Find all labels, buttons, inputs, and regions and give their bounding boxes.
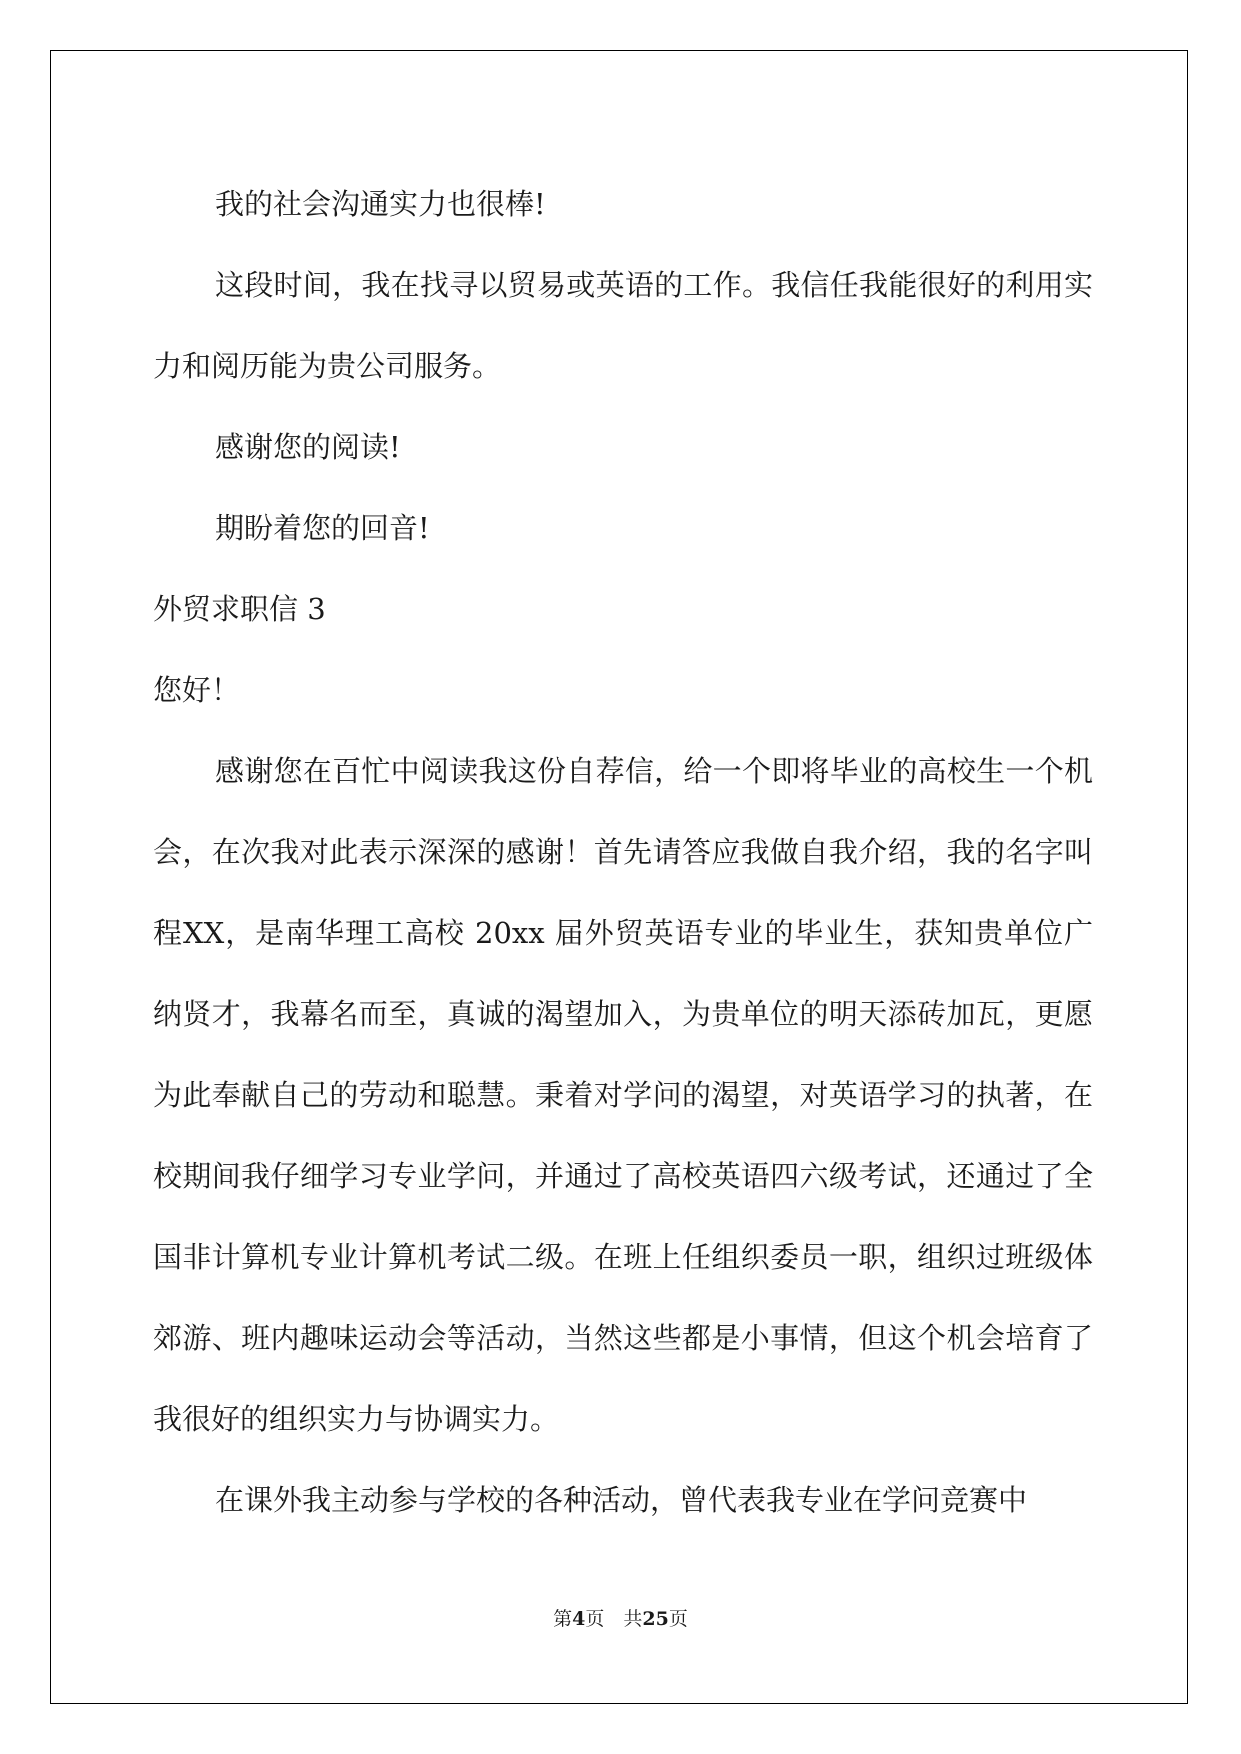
- footer-suffix: 页: [668, 1608, 688, 1630]
- paragraph: 期盼着您的回音!: [215, 511, 430, 545]
- total-page-number: 25: [642, 1608, 669, 1630]
- paragraph: 感谢您的阅读!: [215, 430, 401, 464]
- paragraph: 感谢您在百忙中阅读我这份自荐信，给一个即将毕业的高校生一个机会，在次我对此表示深深的感谢！首先请答应我做自我介绍，我的名字叫程XX，是南华理工高校 20xx 届外贸英语专业的毕业生，获知贵单位广纳贤才，我幕名而至，真诚的渴望加入，为贵单位的明天添砖加瓦，更愿为此奉献自己的劳动和聪慧。秉着对学问的渴望，对英语学习的执著，在校期间我仔细学习专业学问，并通过了高校英语四六级考试，还通过了全国非计算机专业计算机考试二级。在班上任组织委员一职，组织过班级体郊游、班内趣味运动会等活动，当然这些都是小事情，但这个机会培育了我很好的组织实力与协调实力。: [153, 754, 1093, 1436]
- footer-prefix: 第: [553, 1608, 573, 1630]
- document-body: [153, 164, 1093, 1541]
- paragraph: 在课外我主动参与学校的各种活动，曾代表我专业在学问竞赛中: [215, 1483, 1028, 1517]
- page-footer: [0, 1604, 1241, 1631]
- footer-mid: 页 共: [585, 1608, 643, 1630]
- section-heading: 外贸求职信 3: [153, 592, 326, 626]
- paragraph: 我的社会沟通实力也很棒!: [215, 187, 546, 221]
- paragraph: 这段时间，我在找寻以贸易或英语的工作。我信任我能很好的利用实力和阅历能为贵公司服务。: [153, 268, 1093, 383]
- current-page-number: 4: [572, 1608, 586, 1630]
- salutation: 您好！: [153, 673, 241, 707]
